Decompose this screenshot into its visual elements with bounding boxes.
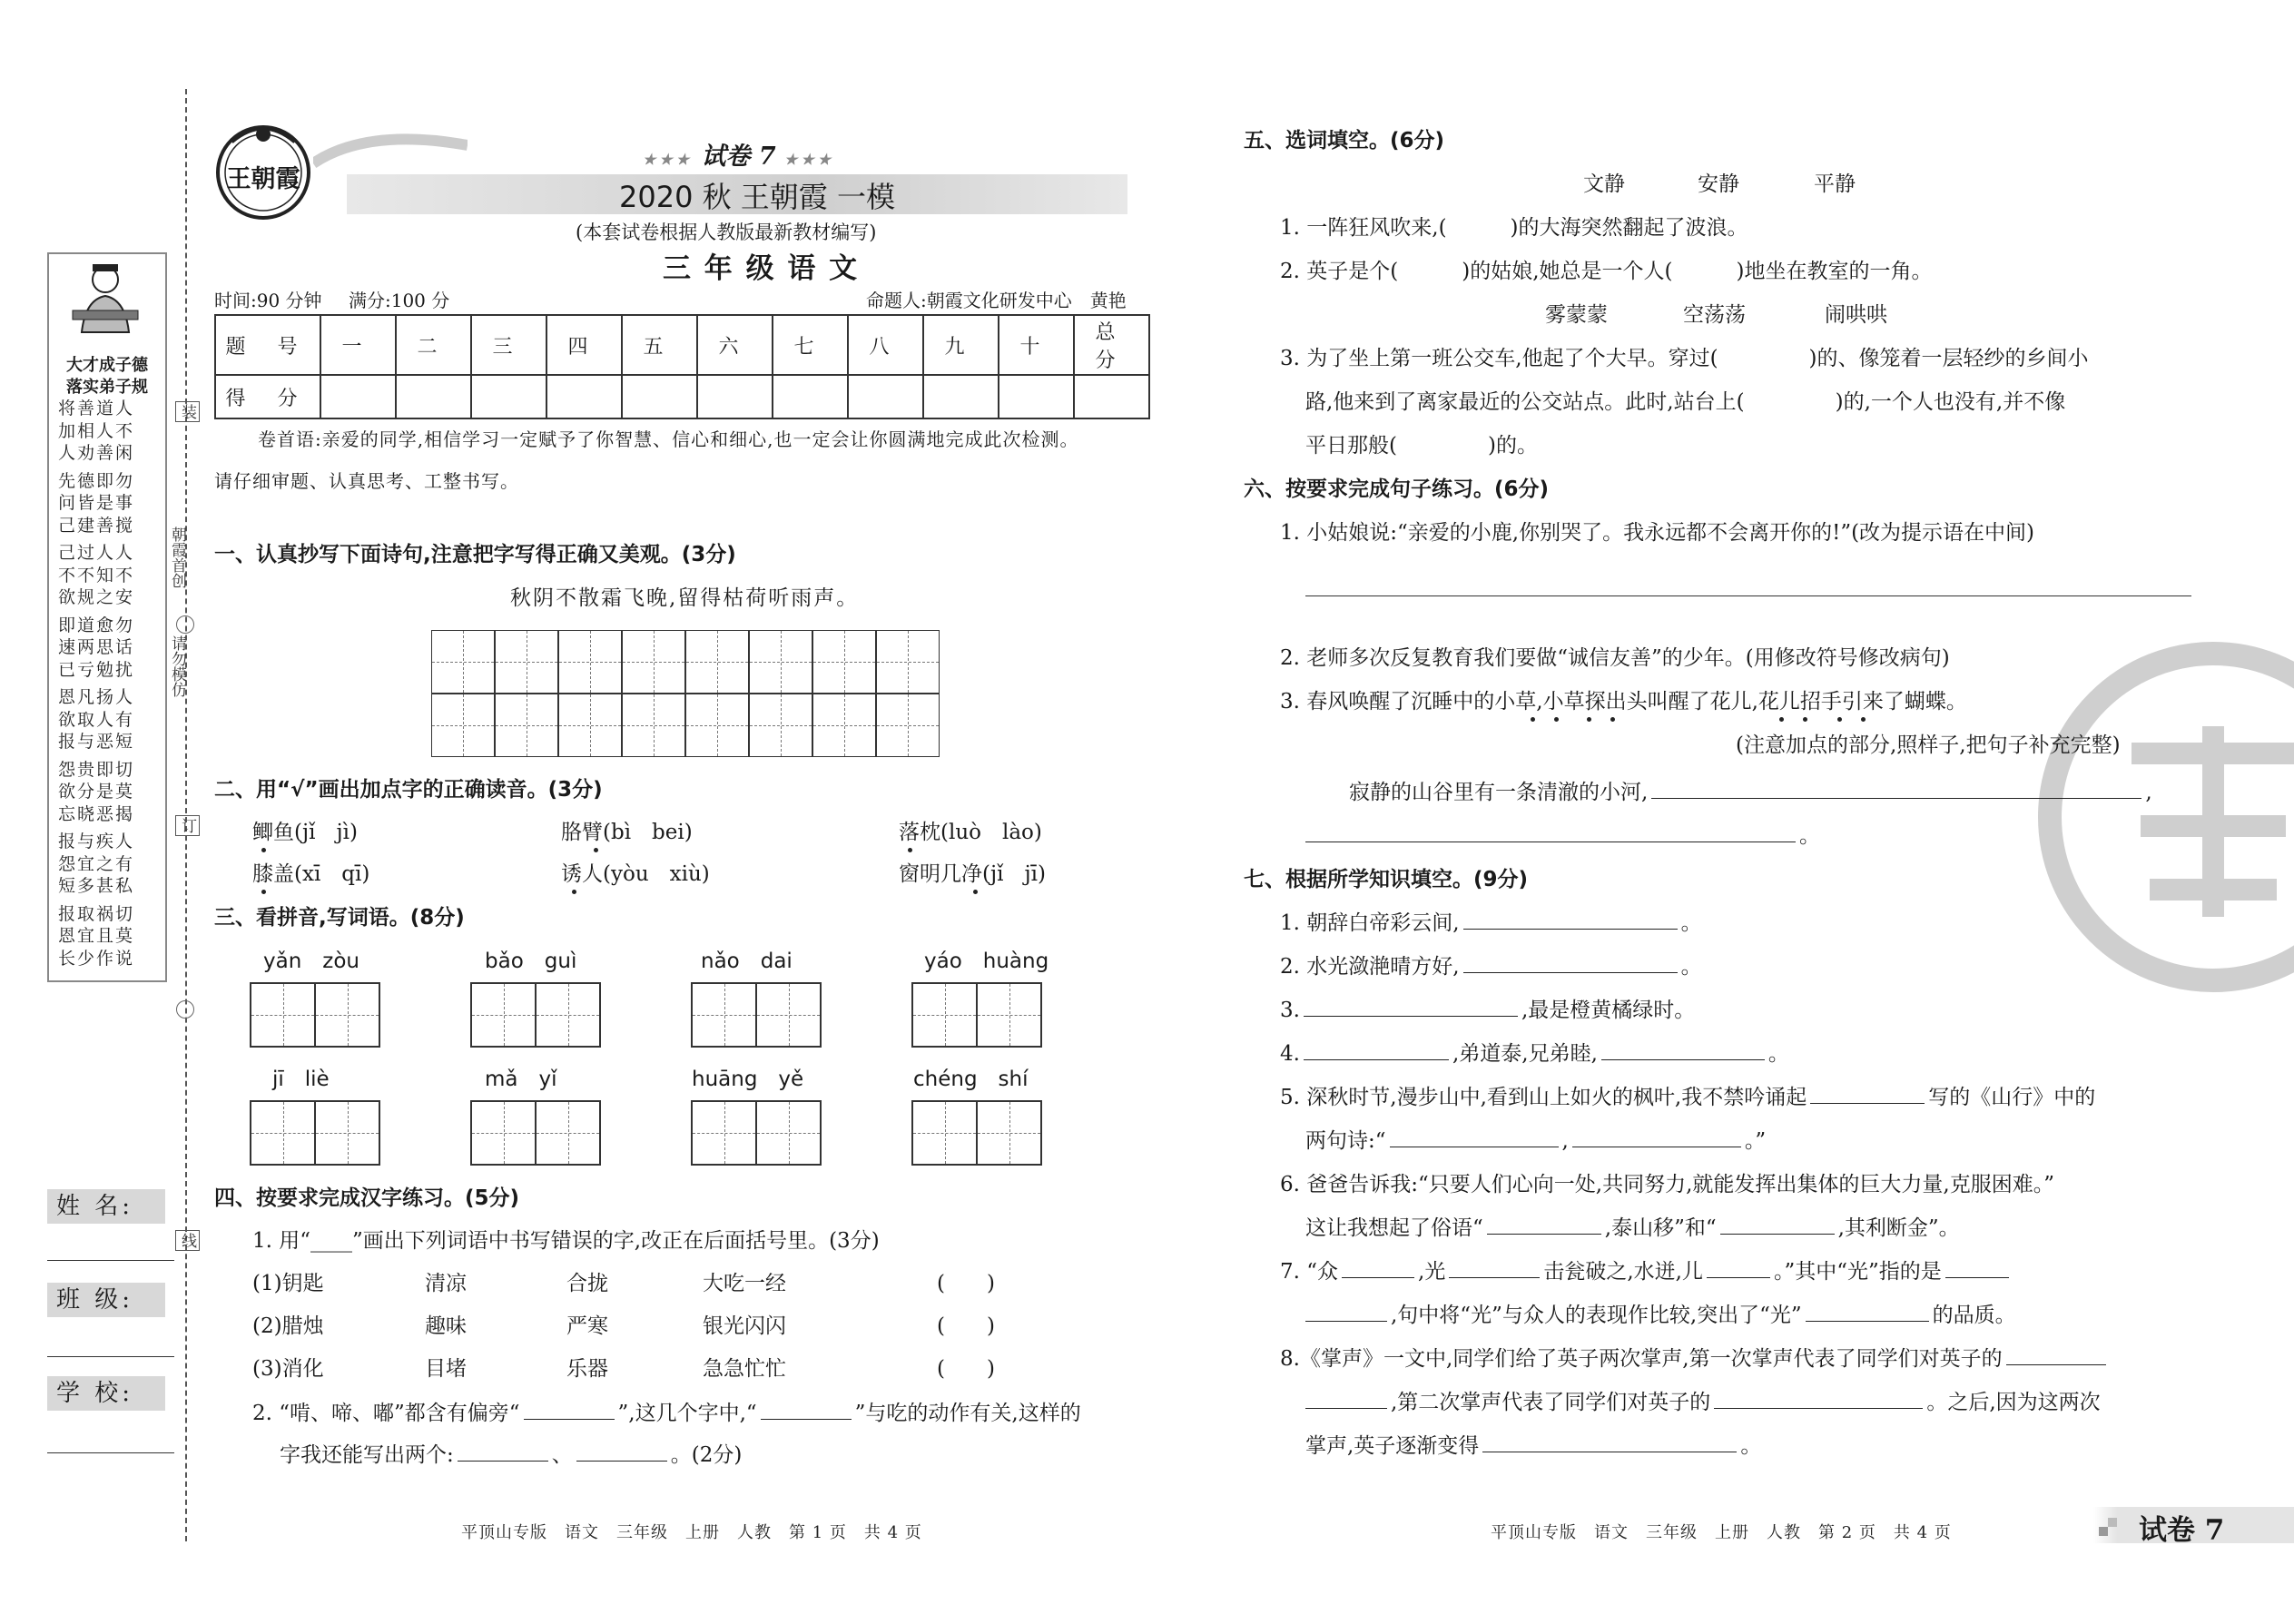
q7-text: 1. 朝辞白帝彩云间, bbox=[1280, 911, 1460, 935]
emphasis-dot bbox=[1779, 717, 1784, 722]
q7-text: ,光 bbox=[1418, 1260, 1446, 1284]
q5-s1 bbox=[1280, 216, 1748, 241]
q7-blank[interactable] bbox=[1720, 1233, 1835, 1235]
q3-pinyin: bǎo guì bbox=[485, 950, 577, 973]
q3-answer-box[interactable] bbox=[250, 982, 380, 1048]
q7-s6-line2 bbox=[1305, 1216, 1960, 1242]
q5-s3-line3 bbox=[1305, 434, 1538, 459]
emphasis-dot bbox=[1587, 717, 1591, 722]
writing-grid-cell[interactable] bbox=[812, 694, 876, 757]
q7-s4 bbox=[1280, 1042, 1789, 1068]
motto-line: 人劝善闲 bbox=[58, 443, 135, 463]
score-header-cell: 八 bbox=[848, 315, 923, 375]
score-input-cell[interactable] bbox=[923, 375, 999, 418]
q7-s8-line3 bbox=[1305, 1434, 1761, 1460]
q4-answer-bracket[interactable]: ( ) bbox=[937, 1314, 995, 1338]
checker-decoration-icon bbox=[2099, 1518, 2117, 1536]
q6-blank[interactable] bbox=[1651, 797, 2141, 799]
motto-line: 怨宜之有 bbox=[58, 853, 135, 874]
q4-word[interactable]: 趣味 bbox=[425, 1314, 467, 1338]
score-header-cell: 三 bbox=[471, 315, 546, 375]
q7-text: ,最是橙黄橘绿时。 bbox=[1521, 999, 1696, 1022]
q7-blank[interactable] bbox=[1304, 1058, 1449, 1060]
motto-line: 将善道人 bbox=[58, 399, 135, 418]
writing-grid-cell[interactable] bbox=[876, 694, 940, 757]
q4-word[interactable]: (1)钥匙 bbox=[252, 1272, 324, 1295]
q7-s5-line2 bbox=[1305, 1129, 1766, 1155]
q5-text: )的、像笼着一层轻纱的乡间小 bbox=[1808, 347, 2089, 370]
q6-blank[interactable] bbox=[1305, 841, 1796, 842]
q5-word: 安静 bbox=[1698, 172, 1739, 196]
q5-word: 空荡荡 bbox=[1683, 303, 1746, 327]
q5-s3 bbox=[1280, 347, 2089, 372]
q7-blank[interactable] bbox=[1463, 971, 1678, 973]
emphasis-dot bbox=[261, 848, 266, 852]
q4-sub1: 1. 用“____”画出下列词语中书写错误的字,改正在后面括号里。(3分) bbox=[252, 1229, 880, 1253]
q7-s7 bbox=[1280, 1260, 2013, 1285]
q7-s8 bbox=[1280, 1347, 2110, 1373]
motto-line: 不不知不 bbox=[58, 565, 135, 586]
q4-sub2-text: 、 bbox=[551, 1443, 573, 1467]
score-header-cell: 一 bbox=[320, 315, 396, 375]
writing-grid-cell[interactable] bbox=[685, 694, 749, 757]
motto-line: 短多甚私 bbox=[58, 876, 135, 896]
motto-subtitle: 落实弟子规 bbox=[66, 378, 148, 397]
score-input-cell[interactable] bbox=[773, 375, 848, 418]
q4-sub2-text: 字我还能写出两个: bbox=[280, 1443, 454, 1467]
q4-word[interactable]: 大吃一经 bbox=[703, 1272, 786, 1295]
q7-text: 。” bbox=[1744, 1129, 1767, 1153]
score-header-cell: 六 bbox=[697, 315, 773, 375]
q5-text: 路,他来到了离家最近的公交站点。此时,站台上( bbox=[1305, 390, 1745, 414]
exam-subtitle: (本套试卷根据人教版最新教材编写) bbox=[576, 221, 877, 243]
motto-line: 已亏勉扰 bbox=[58, 659, 135, 680]
q7-blank[interactable] bbox=[1390, 1146, 1559, 1147]
q3-pinyin: mǎ yǐ bbox=[485, 1068, 557, 1091]
q2-item-jiyu[interactable]: 鲫鱼(jǐ jì) bbox=[252, 821, 358, 844]
score-input-cell[interactable] bbox=[396, 375, 471, 418]
motto-line: 恩宜且莫 bbox=[58, 926, 135, 946]
q4-blank[interactable] bbox=[576, 1460, 667, 1462]
score-input-cell[interactable] bbox=[320, 375, 396, 418]
q5-title: 五、选词填空。(6分) bbox=[1244, 129, 1445, 153]
motto-strip bbox=[47, 252, 167, 982]
q7-blank[interactable] bbox=[1945, 1276, 2009, 1278]
ribbon-decoration-icon bbox=[313, 118, 468, 172]
q6-s3-note: (注意加点的部分,照样子,把句子补充完整) bbox=[1736, 733, 2121, 757]
q4-word[interactable]: 清凉 bbox=[425, 1272, 467, 1295]
q3-pinyin: chéng shí bbox=[913, 1068, 1029, 1091]
q4-answer-bracket[interactable]: ( ) bbox=[937, 1272, 995, 1295]
q6-title: 六、按要求完成句子练习。(6分) bbox=[1244, 477, 1550, 501]
motto-line: 忘晓恶揭 bbox=[58, 803, 135, 824]
q7-text: 的品质。 bbox=[1932, 1304, 2016, 1327]
score-header-cell: 九 bbox=[923, 315, 999, 375]
score-header-cell: 二 bbox=[396, 315, 471, 375]
q7-text: 这让我想起了俗语“ bbox=[1305, 1216, 1483, 1240]
q7-text: 两句诗:“ bbox=[1305, 1129, 1386, 1153]
motto-line: 怨贵即切 bbox=[58, 759, 135, 780]
q7-text: ,句中将“光”与众人的表现作比较,突出了“光” bbox=[1391, 1304, 1802, 1327]
q4-blank[interactable] bbox=[524, 1418, 615, 1420]
q7-text: , bbox=[1561, 1129, 1569, 1153]
writing-grid-cell[interactable] bbox=[431, 630, 495, 694]
q7-text: 掌声,英子逐渐变得 bbox=[1305, 1434, 1480, 1458]
q3-answer-box[interactable] bbox=[470, 1100, 601, 1166]
q7-text: 。之后,因为这两次 bbox=[1926, 1391, 2101, 1414]
writing-grid-cell[interactable] bbox=[558, 630, 622, 694]
q5-word: 雾蒙蒙 bbox=[1545, 303, 1608, 327]
q7-blank[interactable] bbox=[1707, 1276, 1770, 1278]
q6-s1: 1. 小姑娘说:“亲爱的小鹿,你别哭了。我永远都不会离开你的!”(改为提示语在中间) bbox=[1280, 521, 2035, 545]
q5-text: )的,一个人也没有,并不像 bbox=[1835, 390, 2066, 414]
q4-blank[interactable] bbox=[761, 1418, 852, 1420]
q5-word: 文静 bbox=[1583, 172, 1625, 196]
q4-word[interactable]: 目堵 bbox=[425, 1357, 467, 1381]
q7-s7-line2 bbox=[1305, 1304, 2016, 1329]
motto-line: 长少作说 bbox=[58, 948, 135, 969]
exam-full-score: 满分:100 分 bbox=[349, 290, 450, 311]
q6-s2: 2. 老师多次反复教育我们要做“诚信友善”的少年。(用修改符号修改病句) bbox=[1280, 646, 1950, 670]
motto-line: 己建善搅 bbox=[58, 515, 135, 536]
motto-line: 报取祸切 bbox=[58, 903, 135, 924]
q7-blank[interactable] bbox=[1305, 1407, 1387, 1409]
score-input-cell[interactable] bbox=[848, 375, 923, 418]
score-header-cell: 题 号 bbox=[215, 315, 320, 375]
preface-line-1: 卷首语:亲爱的同学,相信学习一定赋予了你智慧、信心和细心,也一定会让你圆满地完成此次检测。 bbox=[258, 428, 1079, 450]
q4-title: 四、按要求完成汉字练习。(5分) bbox=[214, 1186, 520, 1210]
q7-blank[interactable] bbox=[1463, 928, 1678, 930]
q3-pinyin: jī liè bbox=[272, 1068, 330, 1091]
score-table bbox=[214, 314, 1150, 419]
q7-s1 bbox=[1280, 911, 1702, 937]
q7-blank[interactable] bbox=[1342, 1276, 1414, 1278]
q6-s3-start bbox=[1349, 781, 2152, 806]
q7-text: 。 bbox=[1680, 955, 1702, 979]
q1-writing-grid[interactable] bbox=[431, 630, 949, 759]
score-row-label: 得 分 bbox=[215, 375, 320, 418]
logo-text: 王朝霞 bbox=[226, 165, 300, 193]
side-vertical-text: 朝霞首创 bbox=[168, 527, 186, 588]
q5-text: 平日那般( bbox=[1305, 434, 1397, 458]
q6-text: 。 bbox=[1799, 824, 1820, 848]
score-header-cell: 五 bbox=[622, 315, 697, 375]
motto-line: 欲取人有 bbox=[58, 709, 135, 730]
q5-word: 平静 bbox=[1814, 172, 1856, 196]
motto-line: 加相人不 bbox=[58, 420, 135, 441]
q4-word[interactable]: 乐器 bbox=[566, 1357, 608, 1381]
q7-blank[interactable] bbox=[1601, 1058, 1765, 1060]
writing-grid-cell[interactable] bbox=[622, 630, 685, 694]
q6-s3: 3. 春风唤醒了沉睡中的小草,小草探出头叫醒了花儿,花儿招手引来了蝴蝶。 bbox=[1280, 690, 1967, 714]
q7-blank[interactable] bbox=[1810, 1102, 1925, 1104]
emphasis-dot bbox=[1803, 717, 1807, 722]
motto-line: 报与恶短 bbox=[58, 732, 135, 752]
q7-blank[interactable] bbox=[1714, 1407, 1923, 1409]
q3-pinyin: yáo huàng bbox=[924, 950, 1049, 973]
q7-text: ,其利断金”。 bbox=[1837, 1216, 1960, 1240]
q2-item-gebei[interactable]: 胳臂(bì bei) bbox=[561, 821, 693, 844]
binding-mark-ding: 订 bbox=[175, 815, 200, 836]
score-input-cell[interactable] bbox=[471, 375, 546, 418]
q7-text: 4. bbox=[1280, 1042, 1300, 1066]
q7-text: 击瓮破之,水迸,儿 bbox=[1543, 1260, 1703, 1284]
q5-text: )地坐在教室的一角。 bbox=[1736, 260, 1933, 283]
motto-line: 即道愈勿 bbox=[58, 615, 135, 635]
q7-blank[interactable] bbox=[2006, 1363, 2106, 1365]
scholar-illustration-icon bbox=[69, 260, 142, 336]
q5-s3-line2 bbox=[1305, 390, 2065, 416]
exam-author: 命题人:朝霞文化研发中心 黄艳 bbox=[866, 290, 1127, 311]
emphasis-dot bbox=[1554, 717, 1559, 722]
q4-word[interactable]: (3)消化 bbox=[252, 1357, 324, 1381]
q4-word[interactable]: 急急忙忙 bbox=[703, 1357, 786, 1381]
q7-text: 。”其中“光”指的是 bbox=[1773, 1260, 1942, 1284]
q7-text: 。 bbox=[1767, 1042, 1789, 1066]
q7-blank[interactable] bbox=[1572, 1146, 1741, 1147]
class-label: 班 级: bbox=[47, 1283, 165, 1317]
class-field[interactable] bbox=[47, 1356, 174, 1357]
q5-s2 bbox=[1280, 260, 1932, 285]
q3-pinyin: huāng yě bbox=[692, 1068, 804, 1091]
q2-item-chuangming[interactable]: 窗明几净(jǐ jī) bbox=[899, 862, 1046, 886]
q4-word[interactable]: 合拢 bbox=[566, 1272, 608, 1295]
emphasis-dot bbox=[1531, 717, 1535, 722]
q2-title: 二、用“√”画出加点字的正确读音。(3分) bbox=[214, 778, 603, 802]
motto-line: 速两思话 bbox=[58, 637, 135, 657]
q7-s8-line2 bbox=[1305, 1391, 2101, 1416]
motto-line: 问皆是事 bbox=[58, 493, 135, 513]
q7-text: 2. 水光潋滟晴方好, bbox=[1280, 955, 1460, 979]
q7-blank[interactable] bbox=[1806, 1320, 1929, 1322]
q4-answer-bracket[interactable]: ( ) bbox=[937, 1357, 995, 1381]
exam-time: 时间:90 分钟 bbox=[214, 290, 322, 311]
q7-s6: 6. 爸爸告诉我:“只要人们心向一处,共同努力,就能发挥出集体的巨大力量,克服困难。” bbox=[1280, 1173, 2054, 1196]
emphasis-dot bbox=[1837, 717, 1842, 722]
score-header-cell: 四 bbox=[546, 315, 622, 375]
q6-answer-line[interactable] bbox=[1305, 595, 2191, 596]
q7-text: ,弟道泰,兄弟睦, bbox=[1452, 1042, 1598, 1066]
exam-title: 2020 秋 王朝霞 一模 bbox=[619, 180, 895, 214]
emphasis-dot bbox=[572, 890, 576, 894]
motto-title: 大才成子德 bbox=[66, 356, 148, 375]
score-table-header-row bbox=[215, 315, 1149, 375]
q4-sub2-text: 2. “啃、啼、嘟”都含有偏旁“ bbox=[252, 1402, 520, 1425]
q3-pinyin: yǎn zòu bbox=[263, 950, 360, 973]
q3-pinyin: nǎo dai bbox=[701, 950, 793, 973]
emphasis-dot bbox=[908, 848, 912, 852]
q7-text: 7. “众 bbox=[1280, 1260, 1339, 1284]
school-label: 学 校: bbox=[47, 1376, 165, 1411]
writing-grid-cell[interactable] bbox=[495, 630, 558, 694]
footer-exam-tag: 试卷 7 bbox=[2139, 1514, 2225, 1547]
q6-text: , bbox=[2145, 781, 2152, 804]
score-header-cell: 总 分 bbox=[1074, 315, 1149, 375]
q7-blank[interactable] bbox=[1487, 1233, 1601, 1235]
q7-text: ,第二次掌声代表了同学们对英子的 bbox=[1391, 1391, 1711, 1414]
footer-left: 平顶山专版 语文 三年级 上册 人教 第 1 页 共 4 页 bbox=[461, 1523, 922, 1542]
q4-sub2-line bbox=[252, 1402, 1081, 1427]
q7-blank[interactable] bbox=[1482, 1451, 1737, 1452]
emphasis-dot bbox=[594, 848, 598, 852]
name-label: 姓 名: bbox=[47, 1189, 165, 1224]
motto-line: 恩凡扬人 bbox=[58, 687, 135, 707]
score-table-score-row bbox=[215, 375, 1149, 418]
q6-text: 寂静的山谷里有一条清澈的小河, bbox=[1349, 781, 1649, 804]
q5-word: 闹哄哄 bbox=[1825, 303, 1887, 327]
name-field[interactable] bbox=[47, 1260, 174, 1261]
emphasis-dot bbox=[973, 890, 978, 894]
q4-word[interactable]: 银光闪闪 bbox=[703, 1314, 786, 1338]
writing-grid-cell[interactable] bbox=[622, 694, 685, 757]
q7-text: 。 bbox=[1680, 911, 1702, 935]
q4-sub2-text: 。(2分) bbox=[670, 1443, 743, 1467]
q4-sub2-text: ”与吃的动作有关,这样的 bbox=[854, 1402, 1081, 1425]
score-header-cell: 十 bbox=[999, 315, 1074, 375]
q5-text: 3. 为了坐上第一班公交车,他起了个大早。穿过( bbox=[1280, 347, 1718, 370]
writing-grid-cell[interactable] bbox=[876, 630, 940, 694]
q7-text: 写的《山行》中的 bbox=[1928, 1086, 2096, 1109]
motto-line: 报与疾人 bbox=[58, 832, 135, 851]
q7-s5 bbox=[1280, 1086, 2095, 1111]
q7-blank[interactable] bbox=[1304, 1015, 1518, 1017]
q7-blank[interactable] bbox=[1449, 1276, 1540, 1278]
q5-text: )的。 bbox=[1487, 434, 1538, 458]
preface-line-2: 请仔细审题、认真思考、工整书写。 bbox=[214, 470, 519, 492]
q3-answer-box[interactable] bbox=[691, 982, 822, 1048]
writing-grid-cell[interactable] bbox=[495, 694, 558, 757]
motto-line: 先德即勿 bbox=[58, 470, 135, 491]
q2-item-xigai[interactable]: 膝盖(xī qī) bbox=[252, 862, 370, 886]
q2-item-laozhen[interactable]: 落枕(luò lào) bbox=[899, 821, 1042, 844]
score-input-cell[interactable] bbox=[546, 375, 622, 418]
exam-tag: ★★★ 试卷 7 ★★★ bbox=[643, 143, 835, 171]
q5-text: )的大海突然翻起了波浪。 bbox=[1510, 216, 1748, 240]
binding-mark-zhuang: 装 bbox=[175, 401, 200, 422]
binding-hole-icon bbox=[176, 1000, 194, 1019]
q7-title: 七、根据所学知识填空。(9分) bbox=[1244, 868, 1529, 891]
footer-right: 平顶山专版 语文 三年级 上册 人教 第 2 页 共 4 页 bbox=[1491, 1523, 1952, 1542]
q5-text: 1. 一阵狂风吹来,( bbox=[1280, 216, 1447, 240]
q5-text: 2. 英子是个( bbox=[1280, 260, 1399, 283]
writing-grid-cell[interactable] bbox=[812, 630, 876, 694]
motto-line: 欲规之安 bbox=[58, 587, 135, 607]
q4-blank[interactable] bbox=[458, 1460, 548, 1462]
q3-answer-box[interactable] bbox=[470, 982, 601, 1048]
writing-grid-cell[interactable] bbox=[431, 694, 495, 757]
side-vertical-text-2: 请勿模仿 bbox=[168, 635, 186, 697]
q4-sub2-text: ”,这几个字中,“ bbox=[617, 1402, 757, 1425]
q5-text: )的姑娘,她总是一个人( bbox=[1462, 260, 1673, 283]
q3-answer-box[interactable] bbox=[911, 982, 1042, 1048]
q4-word[interactable]: (2)腊烛 bbox=[252, 1314, 324, 1338]
q3-title: 三、看拼音,写词语。(8分) bbox=[214, 906, 465, 930]
score-input-cell[interactable] bbox=[622, 375, 697, 418]
score-input-cell[interactable] bbox=[999, 375, 1074, 418]
q2-item-youren[interactable]: 诱人(yòu xiù) bbox=[561, 862, 710, 886]
q3-answer-box[interactable] bbox=[691, 1100, 822, 1166]
q7-text: 5. 深秋时节,漫步山中,看到山上如火的枫叶,我不禁吟诵起 bbox=[1280, 1086, 1807, 1109]
q3-answer-box[interactable] bbox=[250, 1100, 380, 1166]
motto-text-block bbox=[58, 398, 156, 969]
q7-text: ,泰山移”和“ bbox=[1604, 1216, 1717, 1240]
binding-mark-xian: 线 bbox=[175, 1230, 200, 1251]
school-field[interactable] bbox=[47, 1452, 174, 1453]
q7-s3 bbox=[1280, 999, 1695, 1024]
writing-grid-cell[interactable] bbox=[685, 630, 749, 694]
score-input-cell[interactable] bbox=[1074, 375, 1149, 418]
q7-text: 3. bbox=[1280, 999, 1300, 1022]
q3-answer-box[interactable] bbox=[911, 1100, 1042, 1166]
q7-blank[interactable] bbox=[1305, 1320, 1387, 1322]
score-input-cell[interactable] bbox=[697, 375, 773, 418]
emphasis-dot bbox=[1861, 717, 1866, 722]
q6-s3-line2 bbox=[1305, 824, 1820, 850]
q7-text: 8.《掌声》一文中,同学们给了英子两次掌声,第一次掌声代表了同学们对英子的 bbox=[1280, 1347, 2003, 1371]
score-header-cell: 七 bbox=[773, 315, 848, 375]
q7-text: 。 bbox=[1740, 1434, 1762, 1458]
motto-line: 己过人人 bbox=[58, 543, 135, 563]
q7-s2 bbox=[1280, 955, 1702, 980]
writing-grid-cell[interactable] bbox=[749, 630, 812, 694]
binding-hole-icon bbox=[176, 615, 194, 634]
grade-subject: 三 年 级 语 文 bbox=[663, 252, 860, 285]
writing-grid-cell[interactable] bbox=[749, 694, 812, 757]
exam-tag-text: 试卷 7 bbox=[701, 143, 776, 171]
q1-title: 一、认真抄写下面诗句,注意把字写得正确又美观。(3分) bbox=[214, 543, 736, 566]
emphasis-dot bbox=[261, 890, 266, 894]
watermark-seal-icon bbox=[2023, 626, 2294, 1008]
q4-word[interactable]: 严寒 bbox=[566, 1314, 608, 1338]
writing-grid-cell[interactable] bbox=[558, 694, 622, 757]
motto-line: 欲分是莫 bbox=[58, 782, 135, 802]
q1-poem: 秋阴不散霜飞晚,留得枯荷听雨声。 bbox=[510, 586, 860, 610]
q4-sub2-line2 bbox=[280, 1443, 742, 1469]
emphasis-dot bbox=[1610, 717, 1615, 722]
